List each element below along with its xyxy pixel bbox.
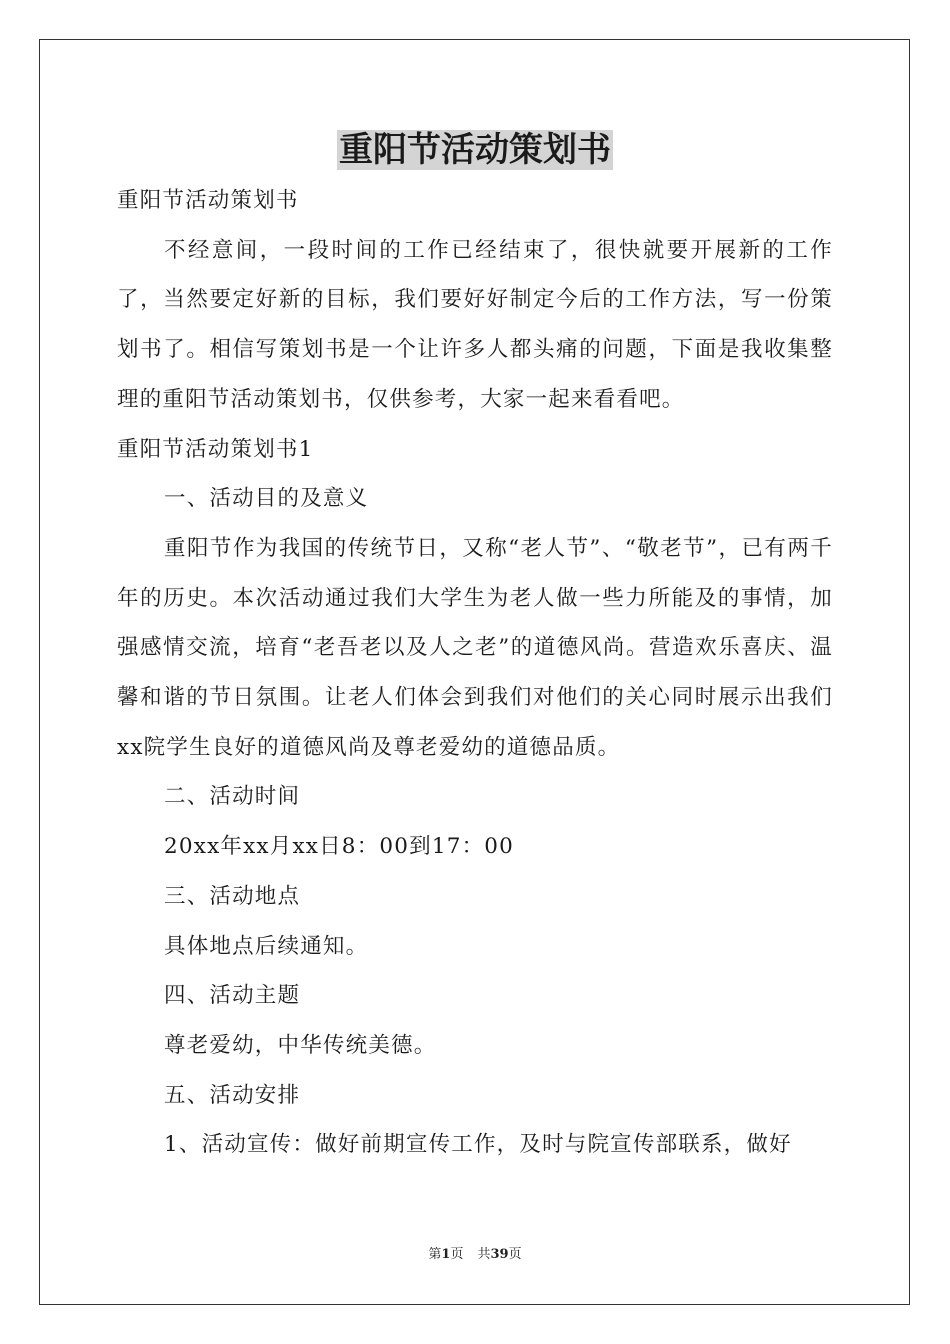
- heading-time: 二、活动时间: [164, 784, 301, 810]
- location-value: 具体地点后续通知。: [164, 933, 369, 959]
- heading-arrangement: 五、活动安排: [164, 1082, 301, 1108]
- document-title-text: 重阳节活动策划书: [339, 130, 611, 170]
- document-title: [0, 124, 950, 176]
- heading-theme: 四、活动主题: [164, 983, 301, 1009]
- total-pages: 39: [490, 1247, 509, 1262]
- purpose-paragraph: 重阳节作为我国的传统节日，又称“老人节”、“敬老节”，已有两千年的历史。本次活动通过我们大学生为老人做一些力所能及的事情，加强感情交流，培育“老吾老以及人之老”的道德风尚。营造欢乐喜庆、温馨和谐的节日氛围。让老人们体会到我们对他们的关心同时展示出我们xx院学生良好的道德风尚及尊老爱幼的道德品质。: [117, 535, 833, 760]
- intro-paragraph: 不经意间，一段时间的工作已经结束了，很快就要开展新的工作了，当然要定好新的目标，我们要好好制定今后的工作方法，写一份策划书了。相信写策划书是一个让许多人都头痛的问题，下面是我收集整理的重阳节活动策划书，仅供参考，大家一起来看看吧。: [117, 237, 833, 412]
- arrangement-item-1: 1、活动宣传：做好前期宣传工作，及时与院宣传部联系，做好: [164, 1132, 792, 1158]
- document-body: [117, 176, 833, 1170]
- total-suffix: 页: [508, 1247, 522, 1262]
- total-prefix: 共: [477, 1247, 491, 1262]
- page-suffix: 页: [450, 1247, 464, 1262]
- heading-purpose: 一、活动目的及意义: [164, 486, 369, 512]
- subtitle-line: 重阳节活动策划书: [117, 188, 299, 213]
- heading-location: 三、活动地点: [164, 883, 301, 909]
- time-value: 20xx年xx月xx日8：00到17：00: [164, 834, 515, 860]
- theme-value: 尊老爱幼，中华传统美德。: [164, 1032, 437, 1058]
- page-footer: [0, 1245, 950, 1265]
- page-number: 1: [441, 1247, 451, 1262]
- page-prefix: 第: [428, 1247, 442, 1262]
- section-heading-plan-1: 重阳节活动策划书1: [117, 436, 314, 462]
